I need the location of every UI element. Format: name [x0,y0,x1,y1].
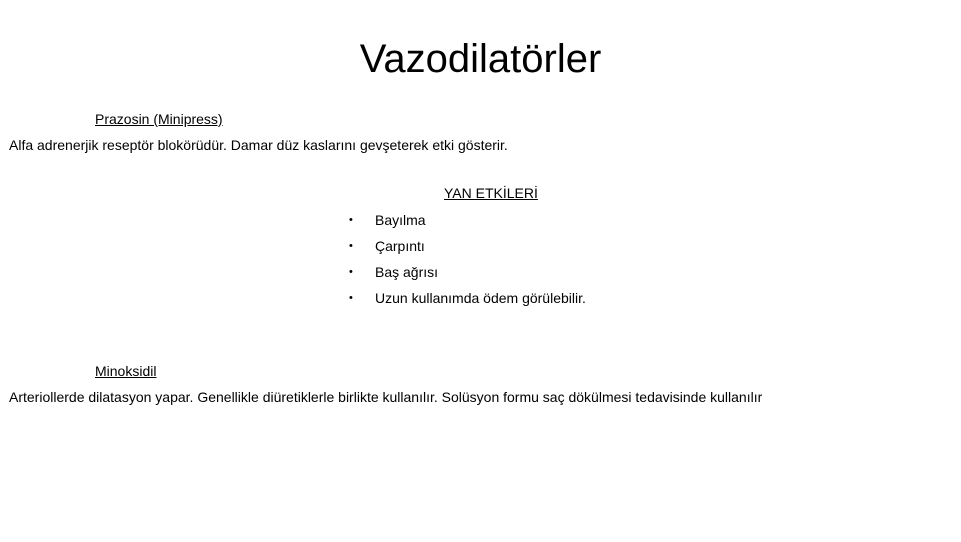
list-item [345,233,586,259]
list-item [345,259,586,285]
list-item [345,207,586,233]
prazosin-heading: Prazosin (Minipress) [95,111,223,127]
list-item [345,285,586,311]
side-effects-list [345,207,586,311]
list-item-label: Uzun kullanımda ödem görülebilir. [375,290,586,306]
list-item-label: Çarpıntı [375,238,425,254]
minoksidil-description: Arteriollerde dilatasyon yapar. Genellikle diüretiklerle birlikte kullanılır. Solüsyon formu saç dökülmesi tedavisinde kullanılır [9,389,763,405]
list-item-label: Baş ağrısı [375,264,439,280]
bullet-icon: • [349,266,353,278]
minoksidil-heading: Minoksidil [95,363,157,379]
side-effects-heading: YAN ETKİLERİ [444,185,538,201]
prazosin-description: Alfa adrenerjik reseptör blokörüdür. Damar düz kaslarını gevşeterek etki gösterir. [9,137,508,153]
bullet-icon: • [349,240,353,252]
slide-title: Vazodilatörler [359,37,602,81]
bullet-icon: • [349,292,353,304]
bullet-icon: • [349,214,353,226]
list-item-label: Bayılma [375,212,426,228]
